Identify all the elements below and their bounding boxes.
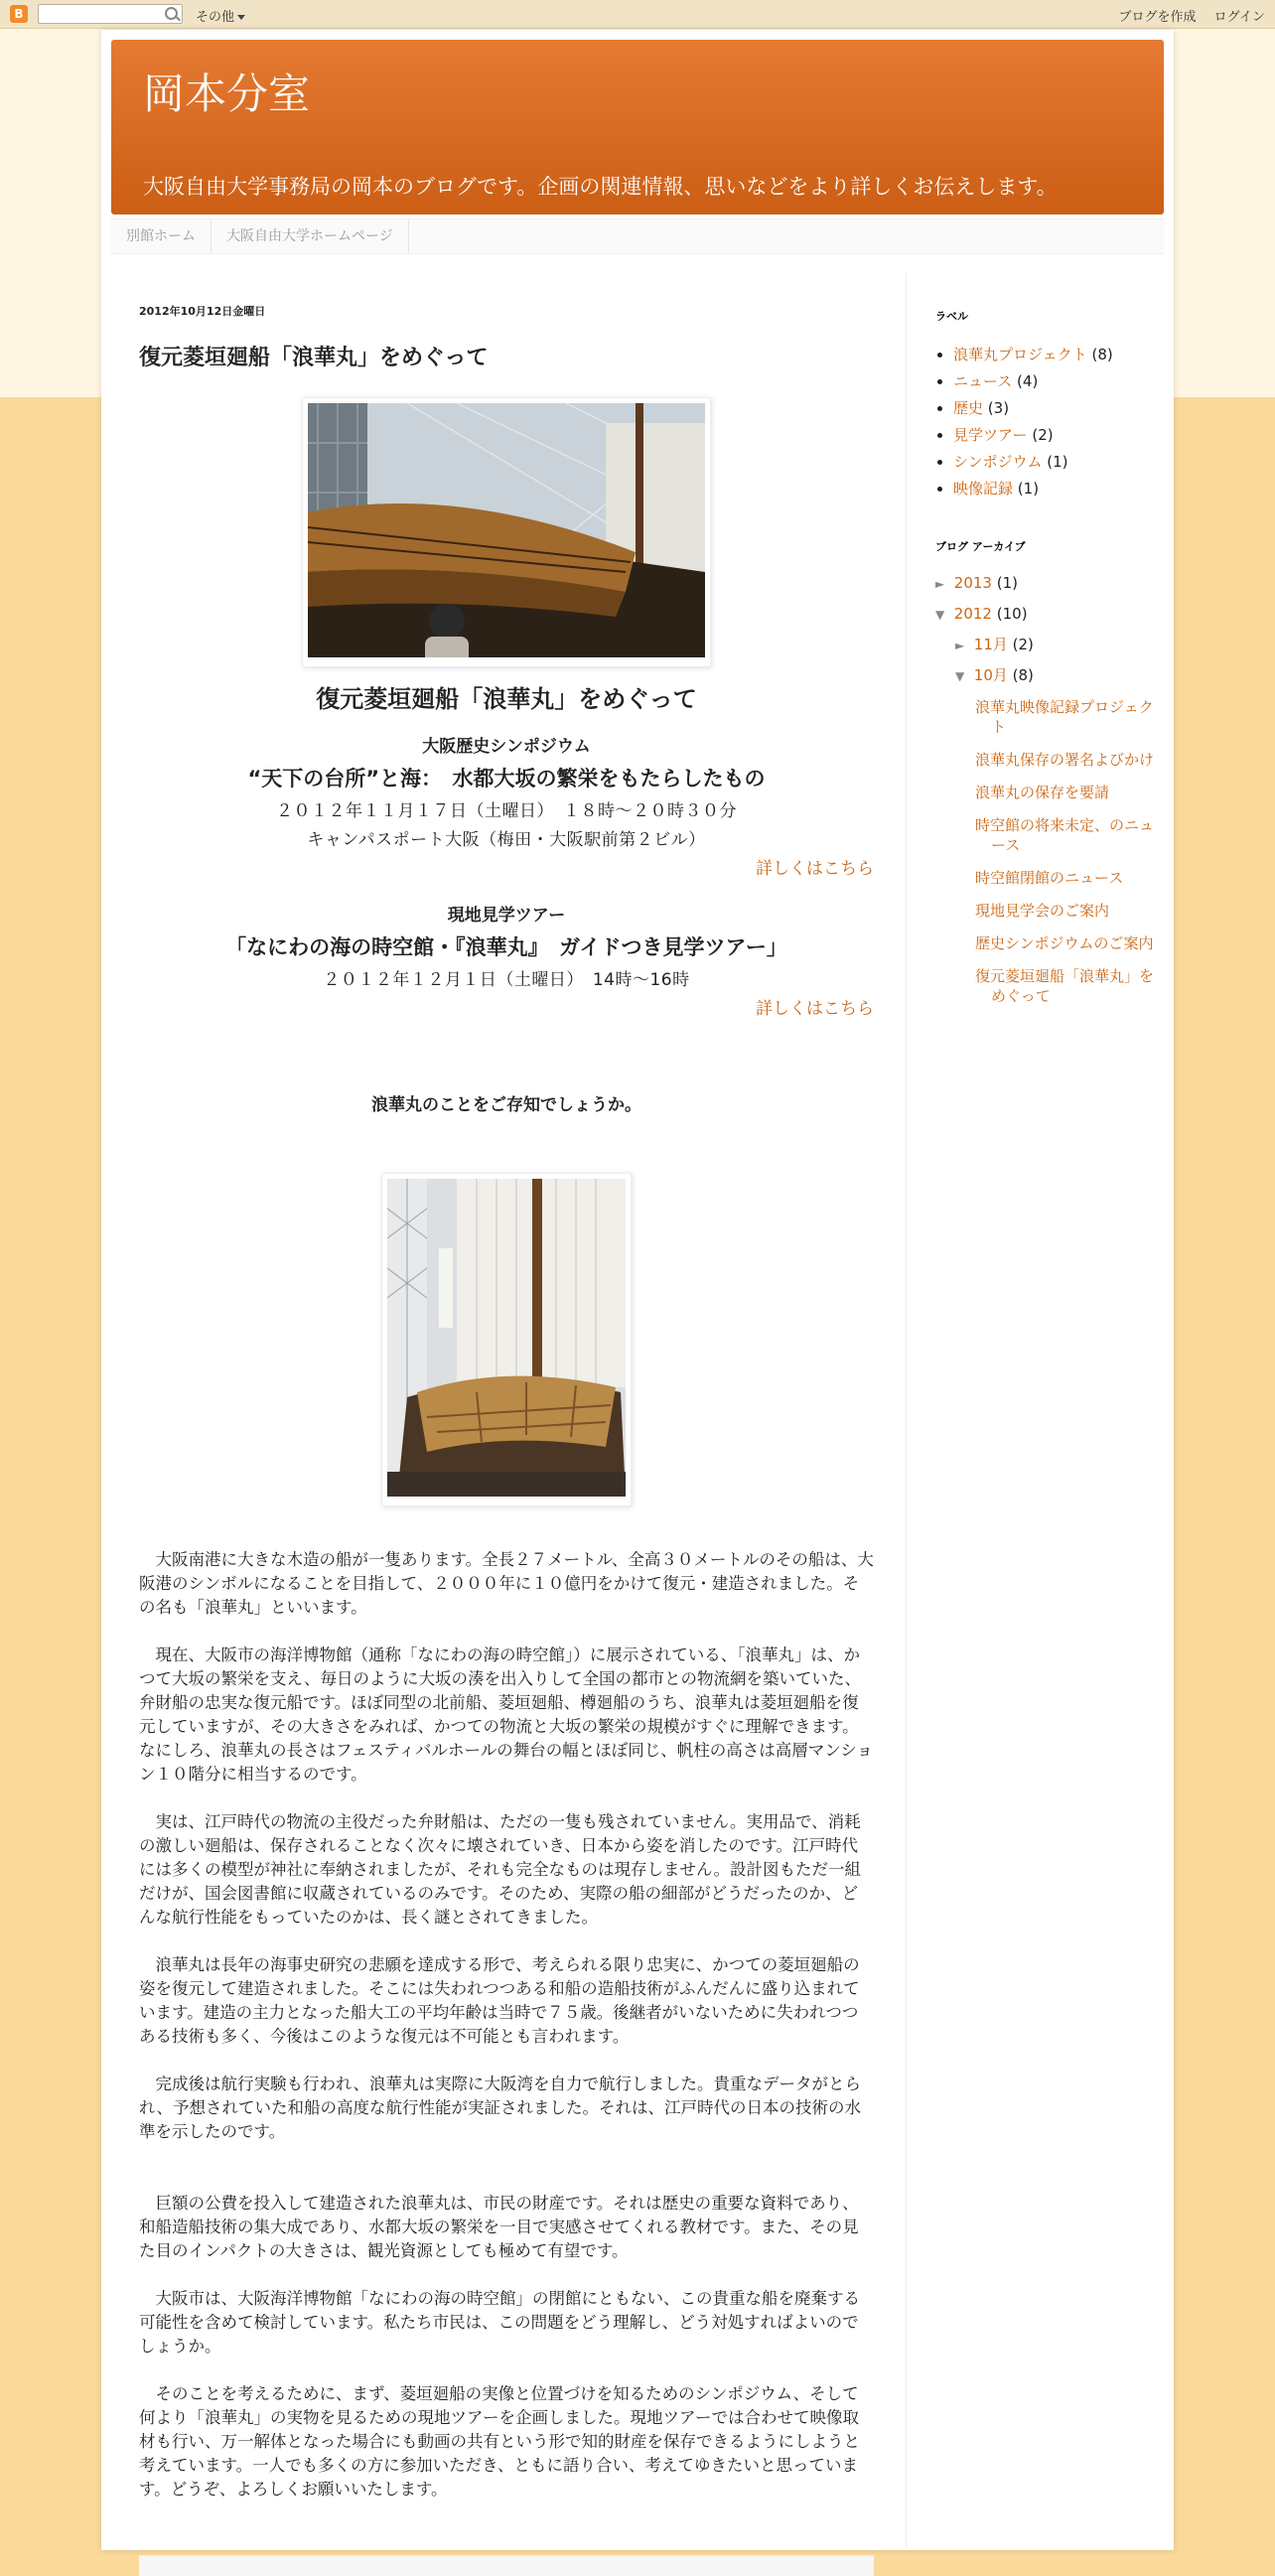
expand-triangle-icon[interactable]: ► xyxy=(955,639,965,652)
label-link[interactable]: 浪華丸プロジェクト xyxy=(953,346,1087,363)
ship-photo-2-image xyxy=(387,1179,626,1497)
archive-year-link[interactable]: 2013 xyxy=(953,574,992,592)
event2-category: 現地見学ツアー xyxy=(447,906,566,926)
archive-post-link[interactable]: 時空館閉館のニュース xyxy=(975,869,1124,887)
expand-triangle-icon[interactable]: ► xyxy=(935,577,945,591)
page-container xyxy=(101,30,1174,2550)
chevron-down-icon xyxy=(237,15,245,20)
archive-post-link[interactable]: 時空館の将来未定、のニュース xyxy=(975,816,1155,854)
label-count: (4) xyxy=(1017,372,1039,390)
labels-widget-title: ラベル xyxy=(935,310,968,323)
navbar-more-menu[interactable] xyxy=(196,6,245,25)
post-date: 2012年10月12日金曜日 xyxy=(139,305,266,318)
ship-photo-1-image xyxy=(308,403,705,657)
archive-year-link[interactable]: 2012 xyxy=(953,605,992,623)
label-item xyxy=(953,422,1154,449)
label-link[interactable]: 映像記録 xyxy=(953,480,1014,498)
archive-post-list xyxy=(935,697,1154,1006)
column-divider xyxy=(906,273,907,2547)
post-paragraph-8: そのことを考えるために、まず、菱垣廻船の実像と位置づけを知るためのシンポジウム、そして何より「浪華丸」の実物を見るための現地ツアーを企画しました。現地ツアーでは合わせて映像取材も行い、万一解体となった場合にも動画の共有という形で知的財産を保存できるようにしようと考えています。一人でも多くの方に参加いただき、ともに語り合い、考えてゆきたいと思っています。どうぞ、よろしくお願いいたします。 xyxy=(139,2384,860,2499)
archive-post-link[interactable]: 浪華丸映像記録プロジェクト xyxy=(975,698,1154,736)
create-blog-link[interactable]: ブログを作成 xyxy=(1118,10,1197,25)
navbar-right xyxy=(1104,6,1265,25)
ship-photo-2[interactable] xyxy=(381,1173,632,1506)
archive-widget-title: ブログ アーカイブ xyxy=(935,540,1026,553)
collapse-triangle-icon[interactable]: ▼ xyxy=(935,608,945,622)
post-heading: 復元菱垣廻船「浪華丸」をめぐって xyxy=(316,685,697,713)
archive-post-link[interactable]: 歴史シンポジウムのご案内 xyxy=(975,934,1154,952)
login-link[interactable]: ログイン xyxy=(1213,10,1265,25)
navbar-more-label: その他 xyxy=(196,10,235,25)
tab-osaka-free-university[interactable]: 大阪自由大学ホームページ xyxy=(212,219,409,253)
label-count: (8) xyxy=(1091,346,1113,363)
label-count: (2) xyxy=(1032,426,1054,444)
post-question: 浪華丸のことをご存知でしょうか。 xyxy=(371,1095,641,1115)
archive-count: (8) xyxy=(1012,666,1034,684)
label-item xyxy=(953,368,1154,395)
label-count: (1) xyxy=(1047,453,1068,471)
post-paragraph-7: 大阪市は、大阪海洋博物館「なにわの海の時空館」の閉館にともない、この貴重な船を廃棄する可能性を含めて検討しています。私たち市民は、この問題をどう理解し、どう対処すればよいのでしょうか。 xyxy=(139,2289,860,2356)
post-paragraph-4: 浪華丸は長年の海事史研究の悲願を達成する形で、考えられる限り忠実に、かつての菱垣廻船の姿を復元して建造されました。そこには失われつつある和船の造船技術がふんだんに盛り込まれています。建造の主力となった船大工の平均年齢は当時で７５歳。後継者がいないために失われつつある技術も多く、今後はこのような復元は不可能とも言われます。 xyxy=(139,1955,860,2046)
blog-archive xyxy=(935,568,1154,1006)
label-count: (1) xyxy=(1017,480,1040,498)
post-paragraph-2: 現在、大阪市の海洋博物館（通称「なにわの海の時空館」）に展示されている、「浪華丸」は、かつて大坂の繁栄を支え、毎日のように大坂の湊を出入りして全国の都市との物流網を築いていた、弁財船の忠実な復元船です。ほぼ同型の北前船、菱垣廻船、樽廻船のうち、浪華丸は菱垣廻船を復元していますが、その大きさをみれば、かつての物流と大坂の繁栄の規模がすぐに理解できます。 なにしろ、浪華丸の長さはフェスティバルホールの舞台の幅とほぼ同じ、帆柱の高さは高層マンション１０階分に相当するのです。 xyxy=(139,1646,873,1784)
archive-count: (2) xyxy=(1012,636,1034,653)
archive-year-2012 xyxy=(935,599,1154,630)
archive-month-link[interactable]: 10月 xyxy=(973,666,1008,684)
label-item xyxy=(953,395,1154,422)
post-body xyxy=(139,1548,874,2502)
event1-place: キャンパスポート大阪（梅田・大阪駅前第２ビル） xyxy=(307,830,706,850)
label-link[interactable]: ニュース xyxy=(953,372,1013,390)
event1-date: ２０１２年１１月１７日（土曜日） １８時～２０時３０分 xyxy=(276,801,737,821)
archive-post-link[interactable]: 浪華丸保存の署名よびかけ xyxy=(975,751,1155,769)
event1-title: “天下の台所”と海： 水都大坂の繁栄をもたらしたもの xyxy=(247,767,766,790)
archive-year-2013 xyxy=(935,568,1154,599)
post-footer xyxy=(139,2555,874,2576)
collapse-triangle-icon[interactable]: ▼ xyxy=(955,669,965,683)
archive-count: (1) xyxy=(996,574,1018,592)
archive-month-10 xyxy=(935,660,1154,691)
label-item xyxy=(953,342,1154,368)
tab-annex-home[interactable]: 別館ホーム xyxy=(111,219,212,253)
label-item xyxy=(953,476,1154,502)
archive-post-link[interactable]: 復元菱垣廻船「浪華丸」をめぐって xyxy=(975,967,1155,1005)
archive-count: (10) xyxy=(996,605,1028,623)
labels-list xyxy=(935,342,1154,502)
archive-month-11 xyxy=(935,630,1154,660)
event1-category: 大阪歴史シンポジウム xyxy=(422,737,591,757)
blog-header xyxy=(111,40,1164,215)
post-paragraph-6: 巨額の公費を投入して建造された浪華丸は、市民の財産です。それは歴史の重要な資料であり、和船造船技術の集大成であり、水都大坂の繁栄を一目で実感させてくれる教材です。また、その見た目のインパクトの大きさは、観光資源としても極めて有望です。 xyxy=(139,2194,859,2260)
archive-post-link[interactable]: 現地見学会のご案内 xyxy=(975,902,1110,920)
archive-month-link[interactable]: 11月 xyxy=(973,636,1008,653)
label-link[interactable]: 見学ツアー xyxy=(953,426,1028,444)
sidebar xyxy=(935,273,1154,1019)
blogger-navbar xyxy=(0,0,1275,29)
label-count: (3) xyxy=(987,399,1010,417)
post-paragraph-1: 大阪南港に大きな木造の船が一隻あります。全長２７メートル、全高３０メートルのその船は、大阪港のシンボルになることを目指して、２０００年に１０億円をかけて復元・建造されました。その名も「浪華丸」といいます。 xyxy=(139,1550,874,1617)
page-tabs xyxy=(111,218,1164,254)
navbar-search-input[interactable] xyxy=(38,4,183,24)
label-item xyxy=(953,449,1154,476)
archive-post-link[interactable]: 浪華丸の保存を要請 xyxy=(975,784,1110,801)
blogger-logo-icon[interactable]: B xyxy=(10,5,28,23)
label-link[interactable]: 歴史 xyxy=(953,399,984,417)
ship-photo-1[interactable] xyxy=(302,397,711,667)
label-link[interactable]: シンポジウム xyxy=(953,453,1043,471)
blog-title[interactable]: 岡本分室 xyxy=(143,70,311,118)
event2-date: ２０１２年１２月１日（土曜日） 14時～16時 xyxy=(323,970,690,990)
blog-description: 大阪自由大学事務局の岡本のブログです。企画の関連情報、思いなどをより詳しくお伝えします。 xyxy=(143,175,1058,199)
post-paragraph-3: 実は、江戸時代の物流の主役だった弁財船は、ただの一隻も残されていません。実用品で、消耗の激しい廻船は、保存されることなく次々に壊されていき、日本から姿を消したのです。江戸時代には多くの模型が神社に奉納されましたが、それも完全なものは現存しません。設計図もただ一組だけが、国会図書館に収蔵されているのみです。そのため、実際の船の細部がどうだったのか、どんな航行性能をもっていたのかは、長く謎とされてきました。 xyxy=(139,1812,861,1927)
event1-more-link[interactable]: 詳しくはこちら xyxy=(756,859,874,879)
post-title[interactable]: 復元菱垣廻船「浪華丸」をめぐって xyxy=(139,346,489,370)
event2-more-link[interactable]: 詳しくはこちら xyxy=(756,999,874,1019)
search-icon[interactable] xyxy=(165,7,178,20)
event2-title: 「なにわの海の時空館・『浪華丸』 ガイドつき見学ツアー」 xyxy=(225,935,787,959)
main-column xyxy=(139,273,874,2576)
post-paragraph-5: 完成後は航行実験も行われ、浪華丸は実際に大阪湾を自力で航行しました。貴重なデータがとられ、予想されていた和船の高度な航行性能が実証されました。それは、江戸時代の日本の技術の水準を示したのです。 xyxy=(139,2075,861,2141)
